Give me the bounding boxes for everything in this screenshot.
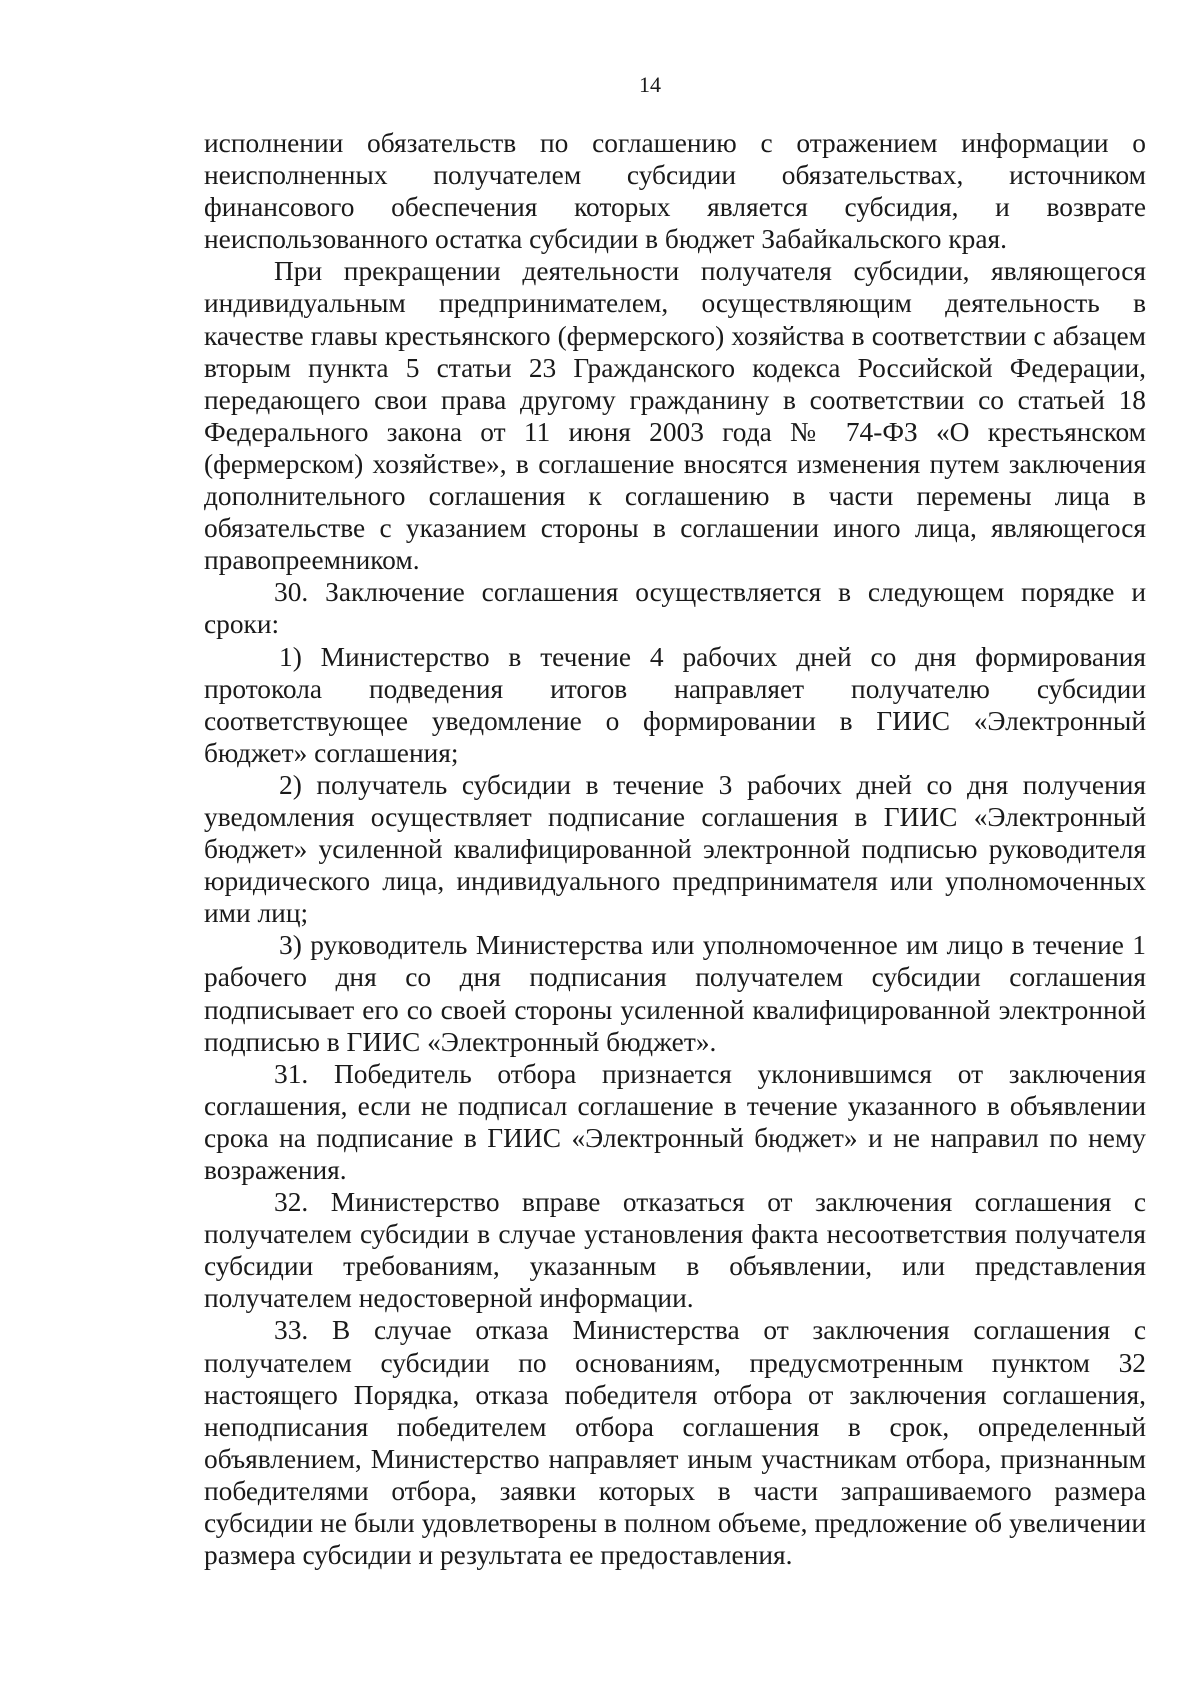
paragraph-farm-succession: При прекращении деятельности получателя субсидии, являющегося индивидуальным предпринимателем, осуществляющим деятельность в качестве главы крестьянского (фермерского) хозяйства в соответствии с абзацем вторым пункта 5 статьи 23 Гражданского кодекса Российской Федерации, передающего свои права другому гражданину в соответствии со статьей 18 Федерального закона от 11 июня 2003 года № 74-ФЗ «О крестьянском (фермерском) хозяйстве», в соглашение вносятся изменения путем заключения дополнительного соглашения к соглашению в части перемены лица в обязательстве с указанием стороны в соглашении иного лица, являющегося правопреемником.: [204, 256, 1146, 576]
paragraph-30-item-2: 2) получатель субсидии в течение 3 рабочих дней со дня получения уведомления осуществляет подписание соглашения в ГИИС «Электронный бюджет» усиленной квалифицированной электронной подписью руководителя юридического лица, индивидуального предпринимателя или уполномоченных ими лиц;: [204, 769, 1146, 929]
paragraph-30-agreement-procedure: 30. Заключение соглашения осуществляется в следующем порядке и сроки:: [204, 577, 1146, 640]
document-body: [204, 127, 1146, 1571]
paragraph-30-item-3: 3) руководитель Министерства или уполномоченное им лицо в течение 1 рабочего дня со дня подписания получателем субсидии соглашения подписывает его со своей стороны усиленной квалифицированной электронной подписью в ГИИС «Электронный бюджет».: [204, 930, 1146, 1057]
paragraph-33-reallocation: 33. В случае отказа Министерства от заключения соглашения с получателем субсидии по основаниям, предусмотренным пунктом 32 настоящего Порядка, отказа победителя отбора от заключения соглашения, неподписания победителем отбора соглашения в срок, определенный объявлением, Министерство направляет иным участникам отбора, признанным победителями отбора, заявки которых в части запрашиваемого размера субсидии не были удовлетворены в полном объеме, предложение об увеличении размера субсидии и результата ее предоставления.: [204, 1315, 1146, 1571]
paragraph-32-refusal: 32. Министерство вправе отказаться от заключения соглашения с получателем субсидии в случае установления факта несоответствия получателя субсидии требованиям, указанным в объявлении, или представления получателем недостоверной информации.: [204, 1187, 1146, 1314]
paragraph-31-evasion: 31. Победитель отбора признается уклонившимся от заключения соглашения, если не подписал соглашение в течение указанного в объявлении срока на подписание в ГИИС «Электронный бюджет» и не направил по нему возражения.: [204, 1058, 1146, 1185]
paragraph-30-item-1: 1) Министерство в течение 4 рабочих дней со дня формирования протокола подведения итогов направляет получателю субсидии соответствующее уведомление о формировании в ГИИС «Электронный бюджет» соглашения;: [204, 641, 1146, 768]
page-number: 14: [639, 72, 661, 97]
paragraph-continuation: исполнении обязательств по соглашению с отражением информации о неисполненных получателем субсидии обязательствах, источником финансового обеспечения которых является субсидия, и возврате неиспользованного остатка субсидии в бюджет Забайкальского края.: [204, 128, 1146, 255]
